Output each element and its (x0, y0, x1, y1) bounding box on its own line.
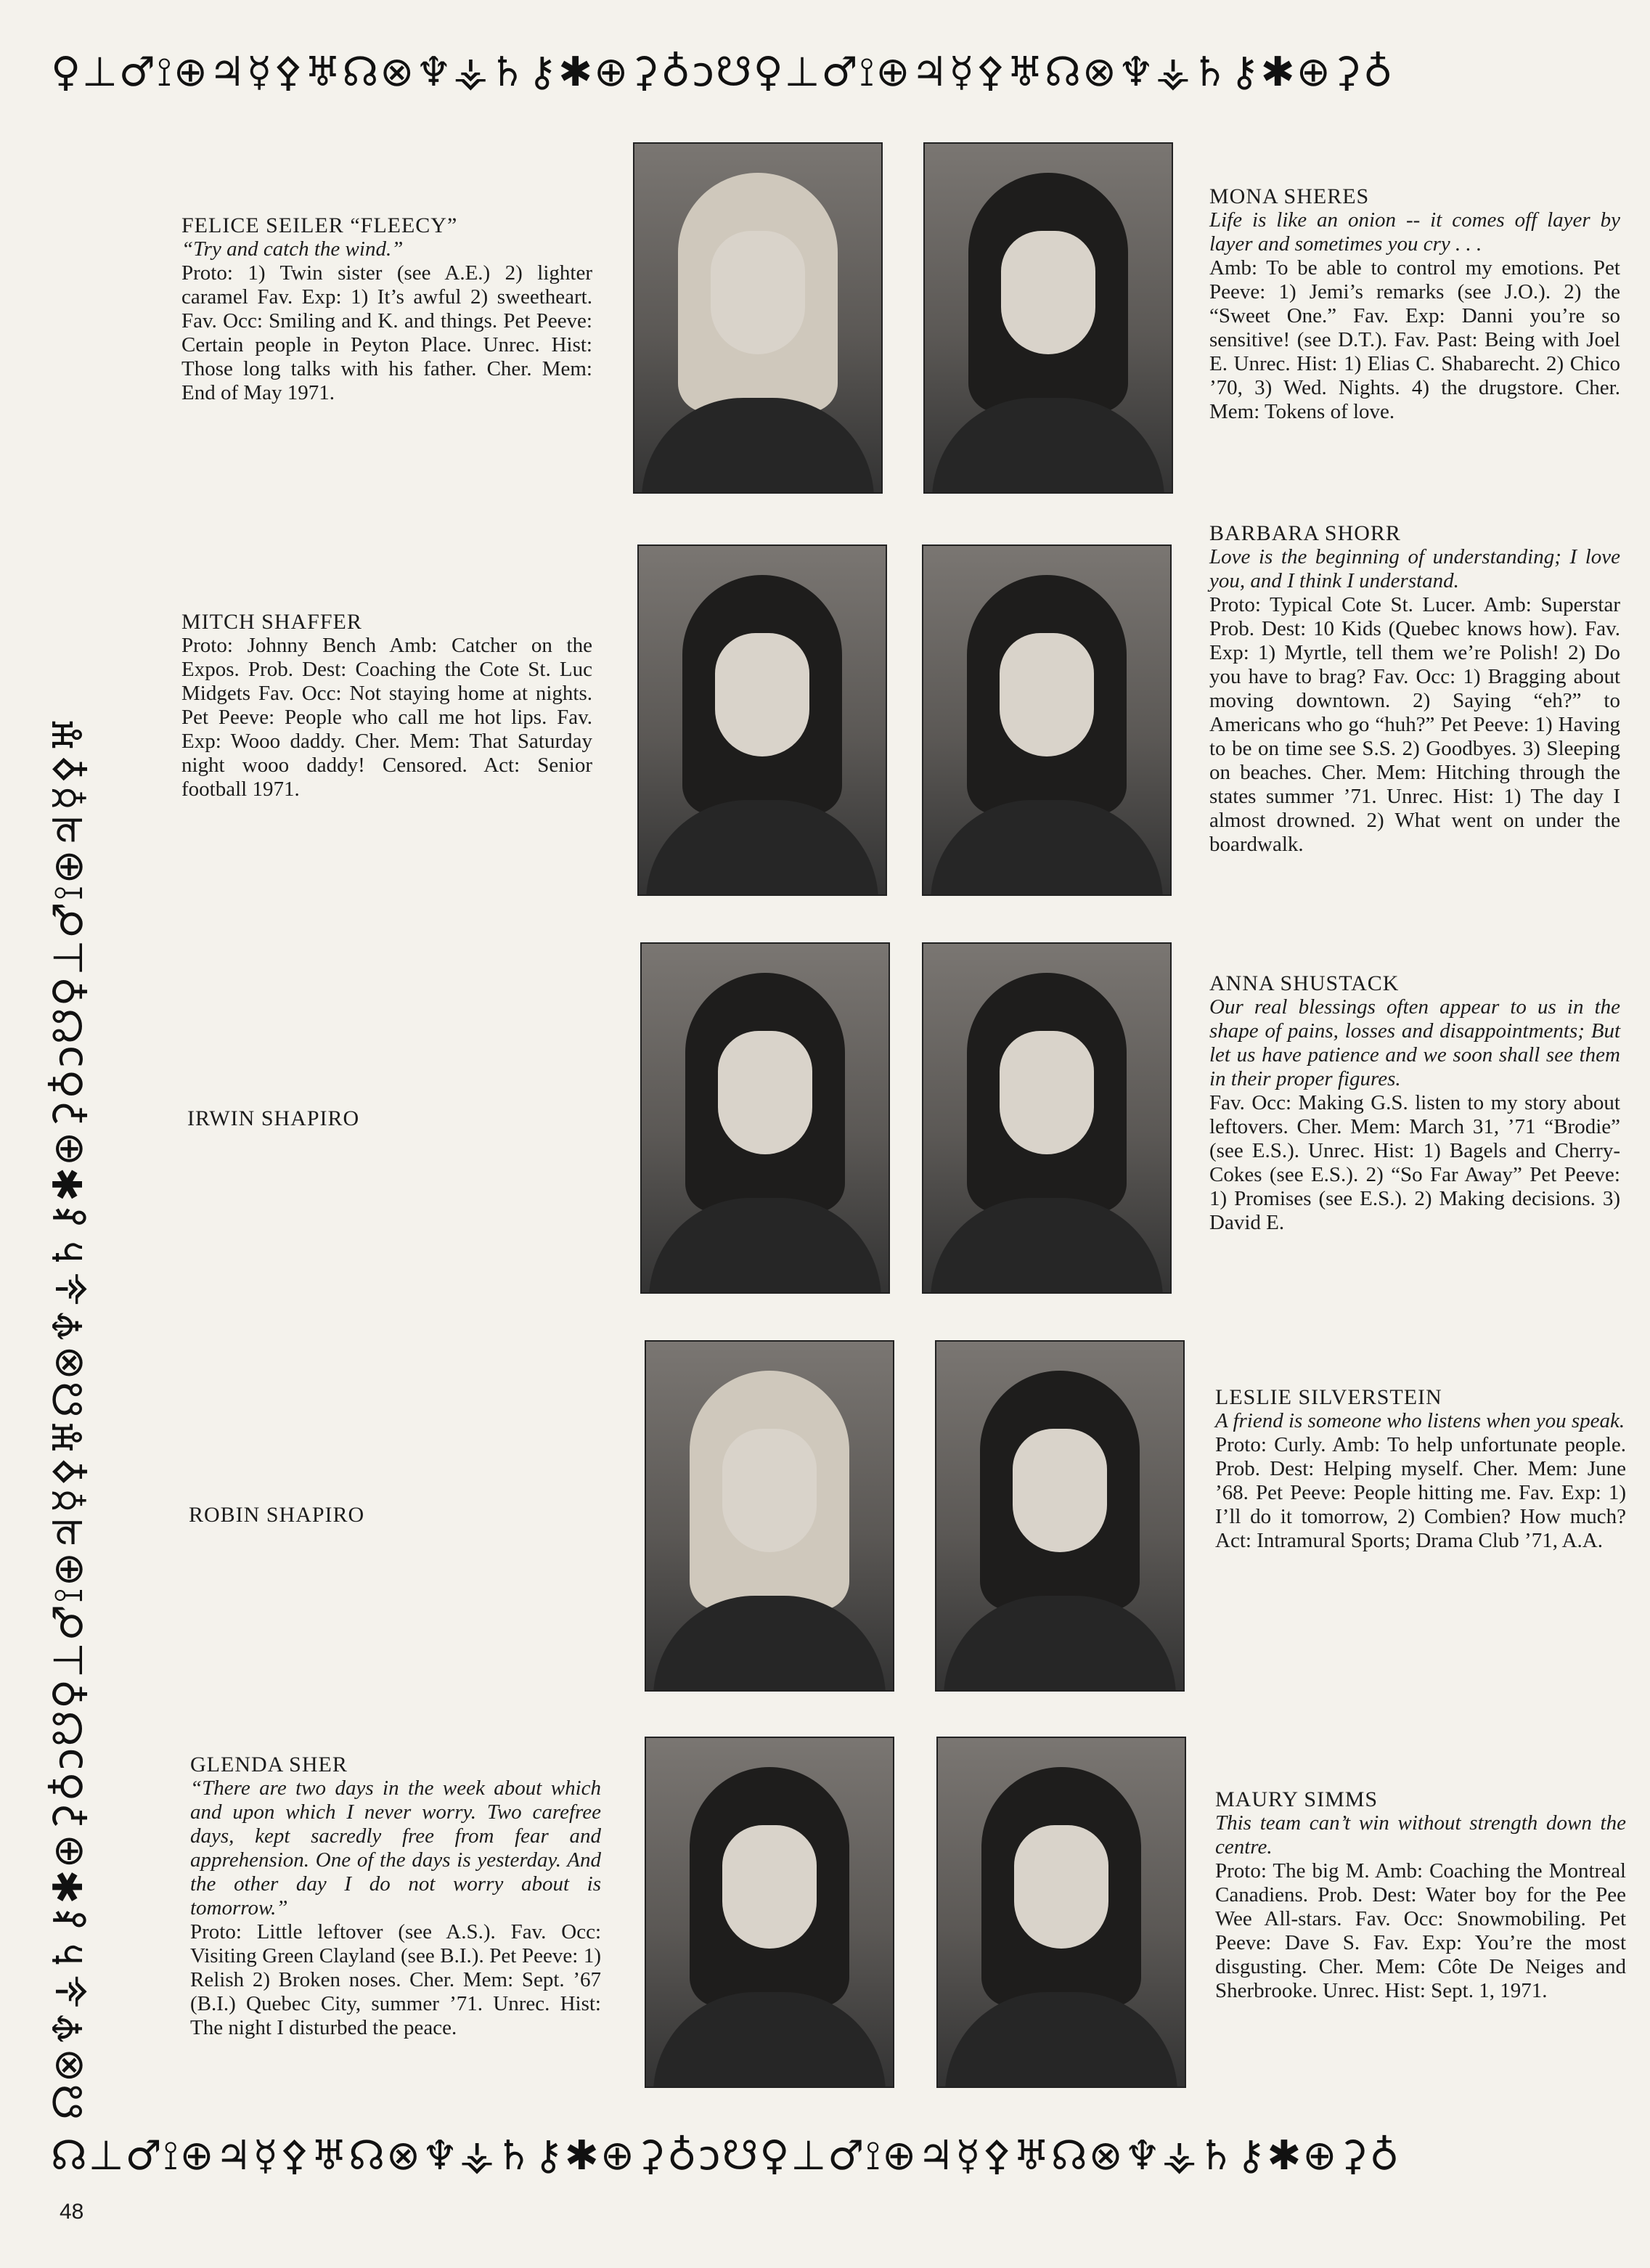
student-bio: Amb: To be able to control my emotions. Pet Peeve: 1) Jemi’s remarks (see J.O.). 2) the “Sweet One.” Fav. Exp: Danni you’re so sensitive! (see D.T.). Fav. Past: Being with Joel E. Unrec. Hist: 1) Elias C. Shabarecht. 2) Chico ’70, 3) Wed. Nights. 4) the drugstore. Cher. Mem: Tokens of love. (1209, 256, 1620, 423)
student-quote: Love is the beginning of understanding; I love you, and I think I understand. (1209, 545, 1620, 592)
student-bio: Proto: Typical Cote St. Lucer. Amb: Superstar Prob. Dest: 10 Kids (Quebec knows how). Fav. Exp: 1) Myrtle, tell them we’re Polish! 2) Do you have to brag? Fav. Occ: 1) Bragging about moving downtown. 2) Saying “eh?” to Americans who go “huh?” Pet Peeve: 1) Having to be on time see S.S. 2) Goodbyes. 3) Sleeping on beaches. Cher. Mem: Hitching through the states summer ’71. Unrec. Hist: 1) The day I almost drowned. 2) What went on under the boardwalk. (1209, 593, 1620, 856)
student-bio: Fav. Occ: Making G.S. listen to my story about leftovers. Cher. Mem: March 31, ’71 “Brodie” (see E.S.). Unrec. Hist: 1) Bagels and Cherry-Cokes (see E.S.). 2) “So Far Away” Pet Peeve: 1) Promises (see E.S.). 2) Making decisions. 3) David E. (1209, 1091, 1620, 1234)
page-number: 48 (60, 2200, 84, 2224)
entry-robin-shapiro (189, 1503, 566, 1527)
portrait-photo-maury-simms (936, 1737, 1186, 2088)
entry-anna-shustack (1209, 971, 1620, 1235)
decorative-glyph-border-left (36, 94, 102, 2120)
student-bio: Proto: Curly. Amb: To help unfortunate people. Prob. Dest: Helping myself. Cher. Mem: June ’68. Pet Peeve: People hitting me. Fav. Exp: 1) I’ll do it tomorrow, 2) Combien? How much? Act: Intramural Sports; Drama Club ’71, A.A. (1215, 1433, 1626, 1552)
entry-barbara-shorr (1209, 521, 1620, 857)
entry-glenda-sher (190, 1753, 601, 2040)
student-name: IRWIN SHAPIRO (187, 1106, 360, 1130)
portrait-photo-robin-shapiro (645, 1340, 894, 1692)
portrait-photo-anna-shustack (922, 942, 1172, 1294)
entry-leslie-silverstein (1215, 1385, 1626, 1553)
student-quote: A friend is someone who listens when you speak. (1215, 1409, 1625, 1432)
student-bio: Proto: 1) Twin sister (see A.E.) 2) lighter caramel Fav. Exp: 1) It’s awful 2) sweetheart. Fav. Occ: Smiling and K. and things. Pet Peeve: Certain people in Peyton Place. Unrec. Hist: Those long talks with his father. Cher. Mem: End of May 1971. (181, 261, 592, 404)
portrait-photo-felice-seiler (633, 142, 883, 494)
entry-mitch-shaffer (181, 610, 592, 801)
student-name: FELICE SEILER “FLEECY” (181, 213, 458, 237)
student-name: MONA SHERES (1209, 184, 1370, 208)
student-bio: Proto: Johnny Bench Amb: Catcher on the Expos. Prob. Dest: Coaching the Cote St. Luc Midgets Fav. Occ: Not staying home at nights. Pet Peeve: People who call me hot lips. Fav. Exp: Wooo daddy. Cher. Mem: That Saturday night wooo daddy! Censored. Act: Senior football 1971. (181, 634, 592, 801)
student-quote: “Try and catch the wind.” (181, 237, 404, 261)
decorative-glyph-border-left-text: ☊⊗♆⚶♄⚷✱⊕⚳♁ↄ☋♀⊥♂⟟⊕♃☿⚴♅☊⊗♆⚶♄⚷✱⊕⚳♁ↄ☋♀⊥♂⟟⊕♃☿⚴♅ (45, 714, 92, 2120)
student-name: MAURY SIMMS (1215, 1787, 1379, 1811)
student-name: LESLIE SILVERSTEIN (1215, 1385, 1442, 1409)
student-bio: Proto: The big M. Amb: Coaching the Montreal Canadiens. Prob. Dest: Water boy for the Pee Wee All-stars. Fav. Occ: Snowmobiling. Pet Peeve: Dave S. Fav. Exp: You’re the most disgusting. Cher. Mem: Côte De Neiges and Sherbrooke. Unrec. Hist: Sept. 1, 1971. (1215, 1859, 1626, 2002)
student-quote: This team can’t win without strength down the centre. (1215, 1811, 1626, 1859)
decorative-glyph-border-top: ♀⊥♂⟟⊕♃☿⚴♅☊⊗♆⚶♄⚷✱⊕⚳♁ↄ☋♀⊥♂⟟⊕♃☿⚴♅☊⊗♆⚶♄⚷✱⊕⚳♁ (51, 49, 1394, 96)
entry-maury-simms (1215, 1787, 1626, 2003)
entry-mona-sheres (1209, 184, 1620, 424)
portrait-photo-leslie-silverstein (935, 1340, 1185, 1692)
student-name: ANNA SHUSTACK (1209, 971, 1400, 995)
decorative-glyph-border-bottom: ☊⊥♂⟟⊕♃☿⚴♅☊⊗♆⚶♄⚷✱⊕⚳♁ↄ☋♀⊥♂⟟⊕♃☿⚴♅☊⊗♆⚶♄⚷✱⊕⚳♁ (51, 2132, 1401, 2179)
portrait-photo-mona-sheres (923, 142, 1173, 494)
portrait-photo-glenda-sher (645, 1737, 894, 2088)
student-quote: “There are two days in the week about which and upon which I never worry. Two carefree days, kept sacredly free from fear and apprehension. One of the days is yesterday. And the other day I do not worry about is tomorrow.” (190, 1777, 601, 1920)
entry-felice-seiler (181, 213, 592, 405)
student-quote: Our real blessings often appear to us in the shape of pains, losses and disappointments; But let us have patience and we soon shall see them in their proper figures. (1209, 995, 1620, 1090)
portrait-photo-barbara-shorr (922, 544, 1172, 896)
student-name: GLENDA SHER (190, 1753, 348, 1777)
student-name: ROBIN SHAPIRO (189, 1503, 365, 1527)
entry-irwin-shapiro (187, 1106, 565, 1130)
portrait-photo-mitch-shaffer (637, 544, 887, 896)
student-bio: Proto: Little leftover (see A.S.). Fav. Occ: Visiting Green Clayland (see B.I.). Pet Peeve: 1) Relish 2) Broken noses. Cher. Mem: Sept. ’67 (B.I.) Quebec City, summer ’71. Unrec. Hist: The night I disturbed the peace. (190, 1920, 601, 2039)
student-quote: Life is like an onion -- it comes off layer by layer and sometimes you cry . . . (1209, 208, 1620, 256)
student-name: MITCH SHAFFER (181, 610, 362, 634)
student-name: BARBARA SHORR (1209, 521, 1401, 545)
portrait-photo-irwin-shapiro (640, 942, 890, 1294)
